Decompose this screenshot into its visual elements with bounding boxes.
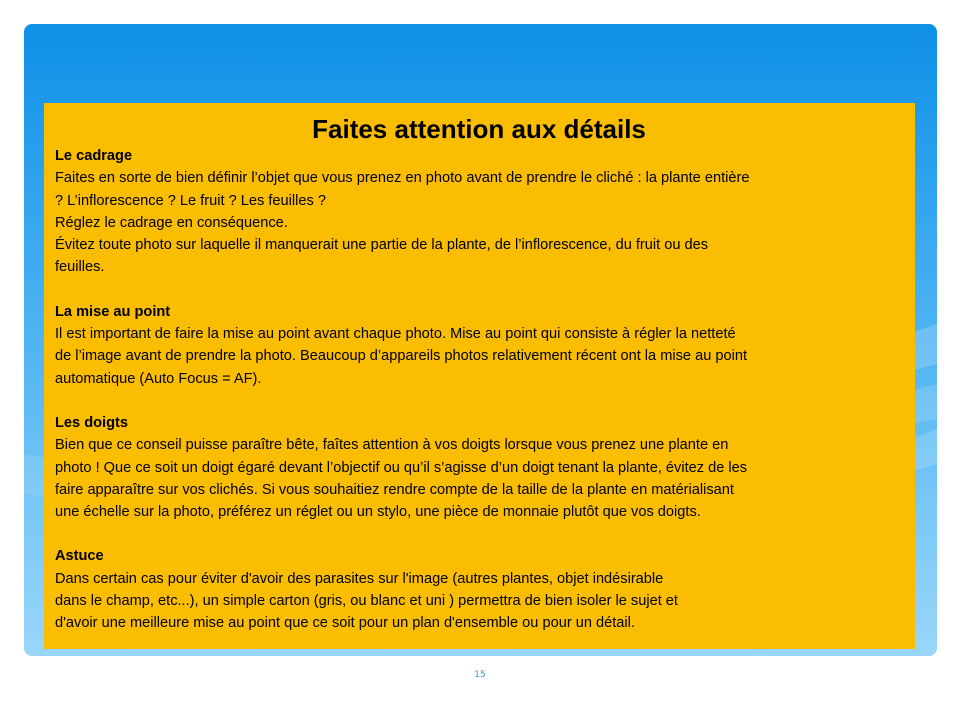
section-text-line: automatique (Auto Focus = AF). xyxy=(55,370,262,387)
slide-title: Faites attention aux détails xyxy=(312,114,646,144)
section-text-line: une échelle sur la photo, préférez un réglet ou un stylo, une pièce de monnaie plutôt que vos doigts. xyxy=(55,504,701,521)
section-text-line: Bien que ce conseil puisse paraître bête, faîtes attention à vos doigts lorsque vous prenez une plante en xyxy=(55,437,729,454)
section-text-line: photo ! Que ce soit un doigt égaré devant l’objectif ou qu’il s’agisse d’un doigt tenant la plante, évitez de les xyxy=(55,459,748,476)
section-text-line: de l’image avant de prendre la photo. Beaucoup d’appareils photos relativement récent ont la mise au point xyxy=(55,348,748,365)
section-heading: Les doigts xyxy=(55,414,128,431)
section-text-line: Réglez le cadrage en conséquence. xyxy=(55,214,288,231)
section xyxy=(55,412,903,523)
section-text-line: feuilles. xyxy=(55,259,105,276)
section xyxy=(55,301,903,390)
section-text-line: d'avoir une meilleure mise au point que ce soit pour un plan d'ensemble ou pour un détail. xyxy=(55,615,635,632)
section-text-line: Il est important de faire la mise au point avant chaque photo. Mise au point qui consiste à régler la netteté xyxy=(55,326,736,343)
section-text-line: dans le champ, etc...), un simple carton (gris, ou blanc et uni ) permettra de bien isoler le sujet et xyxy=(55,593,678,610)
section-text-line: Dans certain cas pour éviter d'avoir des parasites sur l'image (autres plantes, objet indésirable xyxy=(55,570,664,587)
section-text-line: Évitez toute photo sur laquelle il manquerait une partie de la plante, de l’inflorescence, du fruit ou des xyxy=(55,237,709,254)
section-heading: Astuce xyxy=(55,548,104,565)
section xyxy=(55,145,903,279)
section-text-line: Faites en sorte de bien définir l’objet que vous prenez en photo avant de prendre le cliché : la plante entière xyxy=(55,170,750,187)
section-heading: Le cadrage xyxy=(55,148,133,164)
sections-container xyxy=(55,145,903,635)
content-box xyxy=(44,103,915,649)
section-heading: La mise au point xyxy=(55,303,171,320)
section xyxy=(55,545,903,634)
page-number: 15 xyxy=(474,670,486,680)
section-text-line: ? L’inflorescence ? Le fruit ? Les feuilles ? xyxy=(55,192,326,209)
section-text-line: faire apparaître sur vos clichés. Si vous souhaitiez rendre compte de la taille de la plante en matérialisant xyxy=(55,481,734,498)
